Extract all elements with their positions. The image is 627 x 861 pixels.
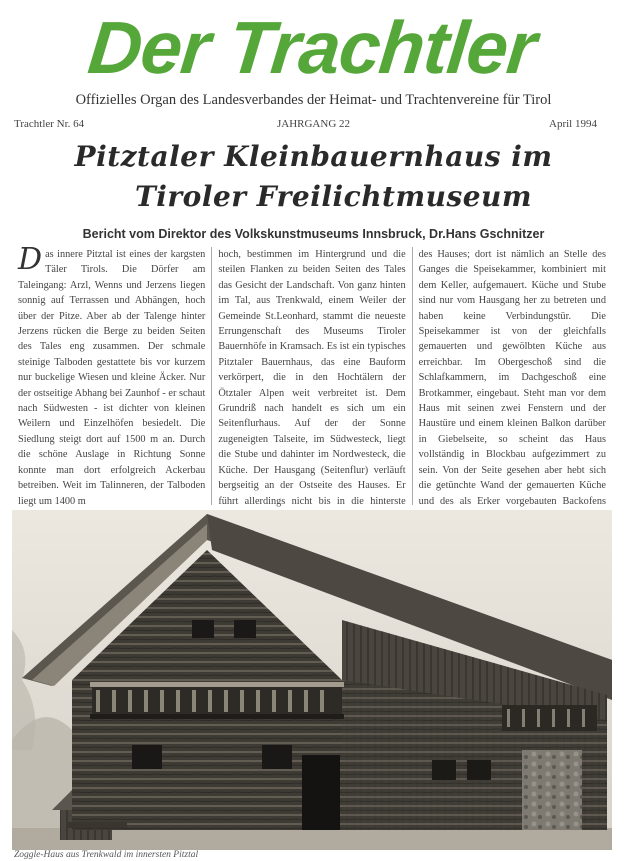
byline: Bericht vom Direktor des Volkskunstmuseums Innsbruck, Dr.Hans Gschnitzer bbox=[82, 227, 545, 241]
photo-caption: Zoggle-Haus aus Trenkwald im innersten Pitztal bbox=[14, 850, 199, 860]
headline-line-1: Pitztaler Kleinbauernhaus im bbox=[74, 140, 553, 173]
article-column-1 bbox=[12, 242, 211, 507]
masthead-subtitle: Offizielles Organ des Landesverbandes der Heimat- und Trachtenvereine für Tirol bbox=[75, 92, 552, 108]
masthead-title: Der Trachtler bbox=[84, 6, 540, 89]
article-column-2 bbox=[211, 247, 411, 505]
farmhouse-photo bbox=[12, 510, 612, 850]
column-3-text: des Hauses; dort ist nämlich an Stelle des Ganges die Speisekammer, kombiniert mit dem Keller, aufgemauert. Küche und Stube sind nur vom Hausgang her zu betreten und haben keine Verbindungstür. Die Speisekammer ist von der gleichfalls gemauerten und gewölbten Küche aus erreichbar. Im Obergeschoß sind die Schlafkammern, im Dachgeschoß eine Brotkammer, eingebaut. Steht man vor dem Haus mit seinen zwei Fenstern und der Haustüre und einem kleinen Balkon darüber in Giebelseite, so scheint das Haus vollständig in Blockbau aufgezimmert zu sein. Von der Seite gesehen aber hebt sich die getünchte Wand der gemauerten Küche und des als Erker vorgebauten Backofens bbox=[418, 249, 606, 507]
drop-cap: D bbox=[18, 242, 43, 277]
volume: JAHRGANG 22 bbox=[276, 118, 351, 130]
column-2-text: hoch, bestimmen im Hintergrund und die steilen Flanken zu beiden Seiten des Tales das Gesicht der Landschaft. Von ganz hinten im Tal, aus Trenkwald, einem Weiler der Gemeinde St.Leonhard, stammt die neueste Errungenschaft des Museums Tiroler Bauernhöfe in Kramsach. Es ist ein typisches Pitztaler Bauernhaus, das eine Bauform verkörpert, die in den Hochtälern der Ötztaler Alpen weit verbreitet ist. Dem Grundriß nach handelt es sich um ein Seitenflurhaus. Auf der der Sonne zugeneigten Talseite, im Südwesteck, liegt die Stube und dahinter im Nordwesteck, die Küche. Der Hausgang (Seitenflur) verläuft bergseitig an der Ostseite des Hauses. Er führt allerdings nicht bis in die hinterste bbox=[218, 249, 406, 507]
farmhouse-illustration bbox=[12, 510, 612, 850]
column-1-text: as innere Pitztal ist eines der kargsten Täler Tirols. Die Dörfer am Taleingang: Arzl, Wenns und Jerzens liegen sonnig auf Terrassen und Abhängen, hoch über der Pitze. Aber ab der Talenge hinter Jerzens rücken die Berge zu beiden Seiten des Tales eng zusammen. Der schmale steinige Talboden gestattete bis vor kurzem nur buckelige Wiesen und kleine Äcker. Nur der ostseitige Abhang bei Zaunhof - er schaut nach Südwesten - ist dichter von kleinen Weilern und Einzelhöfen besiedelt. Die Siedlung steigt dort auf 1500 m an. Durch die schöne Auslage in Richtung Sonne konnte man dort erfolgreich Ackerbau betreiben. Weit im Talinneren, der Talboden liegt um 1400 m bbox=[18, 249, 206, 507]
article-column-3 bbox=[412, 247, 612, 505]
issue-date: April 1994 bbox=[549, 118, 597, 130]
issue-number: Trachtler Nr. 64 bbox=[14, 118, 85, 130]
article-body bbox=[12, 242, 612, 507]
headline-line-2: Tiroler Freilichtmuseum bbox=[134, 180, 533, 213]
